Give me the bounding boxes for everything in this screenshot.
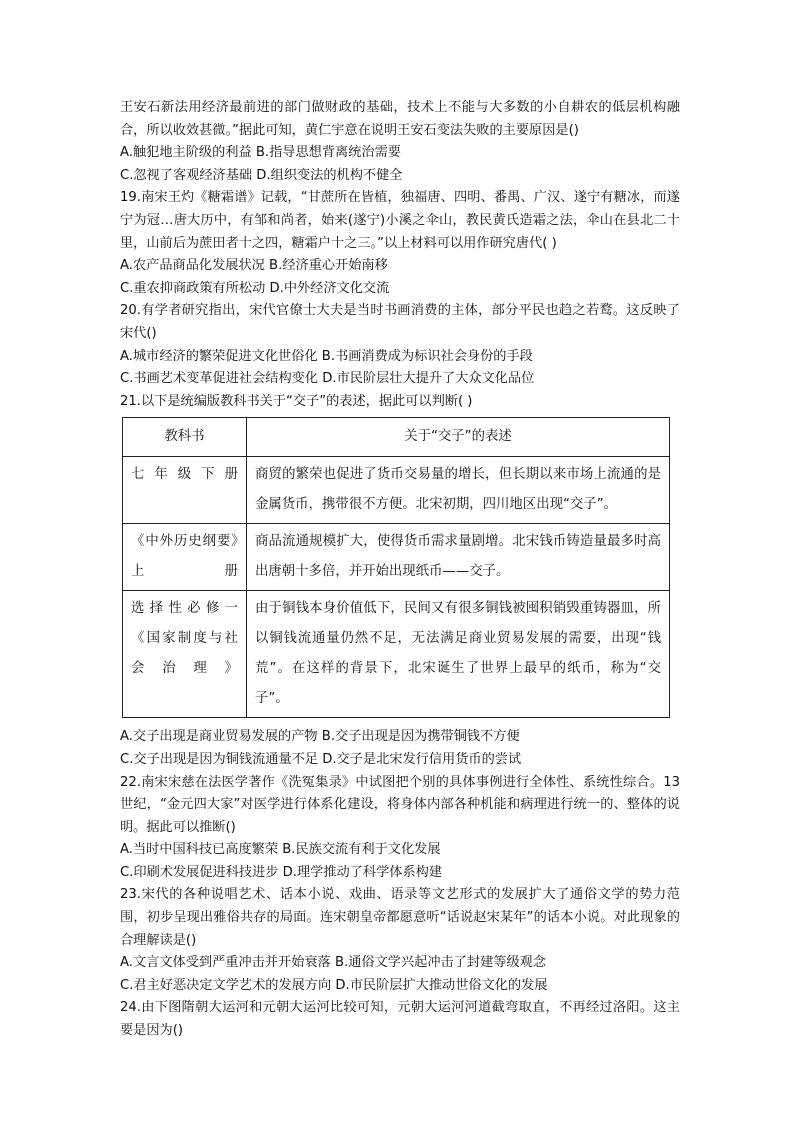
table-cell-textbook: 选择性必修一《国家制度与社会治理》 <box>123 591 247 718</box>
table-row <box>123 524 670 591</box>
q24-stem: 24.由下图隋朝大运河和元朝大运河比较可知，元朝大运河河道截弯取直，不再经过洛阳。这主要是因为() <box>120 1000 680 1039</box>
table-header-textbook: 教科书 <box>123 418 247 457</box>
q23-stem: 23.宋代的各种说唱艺术、话本小说、戏曲、语录等文艺形式的发展扩大了通俗文学的势力范围，初步呈现出雅俗共存的局面。连宋朝皇帝都愿意听“话说赵宋某年”的话本小说。对此现象的合理解读是() <box>120 887 680 948</box>
table-header-row <box>123 418 670 457</box>
q18-options-ab: A.触犯地主阶级的利益 B.指导思想背离统治需要 <box>120 145 401 161</box>
q22-stem: 22.南宋宋慈在法医学著作《洗冤集录》中试图把个别的具体事例进行全体性、系统性综合。13世纪，“金元四大家”对医学进行体系化建设，将身体内部各种机能和病理进行统一的、整体的说明。据此可以推断() <box>120 774 680 835</box>
q19-options-ab: A.农产品商品化发展状况 B.经济重心开始南移 <box>120 258 388 274</box>
table-cell-textbook: 《中外历史纲要》上册 <box>123 524 247 591</box>
q20-options-cd: C.书画艺术变革促进社会结构变化 D.市民阶层壮大提升了大众文化品位 <box>120 371 535 387</box>
q23-options-cd: C.君主好恶决定文学艺术的发展方向 D.市民阶层扩大推动世俗文化的发展 <box>120 977 548 993</box>
q19-stem: 19.南宋王灼《糖霜谱》记载，“甘蔗所在皆植，独福唐、四明、番禺、广汉、遂宁有糖冰，而遂宁为冠…唐大历中，有邹和尚者，始来(遂宁)小溪之伞山，教民黄氏造霜之法，伞山在县北二十里，山前后为蔗田者十之四，糖霜户十之三。”以上材料可以用作研究唐代( ) <box>120 190 680 251</box>
table-row <box>123 591 670 718</box>
q21-options-cd: C.交子出现是因为铜钱流通量不足 D.交子是北宋发行信用货币的尝试 <box>120 751 522 767</box>
q20-options-ab: A.城市经济的繁荣促进文化世俗化 B.书画消费成为标识社会身份的手段 <box>120 348 533 364</box>
table-cell-textbook: 七年级下册 <box>123 457 247 524</box>
table-cell-statement: 商品流通规模扩大，使得货币需求量剧增。北宋钱币铸造量最多时高出唐朝十多倍，并开始出现纸币——交子。 <box>247 524 670 591</box>
q19-options-cd: C.重农抑商政策有所松动 D.中外经济文化交流 <box>120 280 390 296</box>
table-header-statement: 关于“交子”的表述 <box>247 418 670 457</box>
q18-continued-text: 王安石新法用经济最前进的部门做财政的基础，技术上不能与大多数的小自耕农的低层机构融合，所以收效甚微。”据此可知，黄仁宇意在说明王安石变法失败的主要原因是() <box>120 100 680 138</box>
jiaozi-textbook-table <box>122 417 670 718</box>
q18-options-cd: C.忽视了客观经济基础 D.组织变法的机构不健全 <box>120 167 403 183</box>
q21-stem: 21.以下是统编版教科书关于“交子”的表述，据此可以判断( ) <box>120 393 473 409</box>
q20-stem: 20.有学者研究指出，宋代官僚士大夫是当时书画消费的主体，部分平民也趋之若鹜。这反映了宋代() <box>120 303 680 341</box>
question-sheet <box>120 97 680 1043</box>
table-cell-statement: 商贸的繁荣也促进了货币交易量的增长，但长期以来市场上流通的是金属货币，携带很不方便。北宋初期，四川地区出现“交子”。 <box>247 457 670 524</box>
q23-options-ab: A.文言文体受到严重冲击并开始衰落 B.通俗文学兴起冲击了封建等级观念 <box>120 955 547 971</box>
table-row <box>123 457 670 524</box>
table-cell-statement: 由于铜钱本身价值低下，民间又有很多铜钱被囤积销毁重铸器皿，所以铜钱流通量仍然不足，无法满足商业贸易发展的需要，出现“钱荒”。在这样的背景下，北宋诞生了世界上最早的纸币，称为“交子”。 <box>247 591 670 718</box>
q22-options-ab: A.当时中国科技已高度繁荣 B.民族交流有利于文化发展 <box>120 842 441 858</box>
q21-options-ab: A.交子出现是商业贸易发展的产物 B.交子出现是因为携带铜钱不方便 <box>120 729 520 745</box>
q22-options-cd: C.印刷术发展促进科技进步 D.理学推动了科学体系构建 <box>120 864 443 880</box>
